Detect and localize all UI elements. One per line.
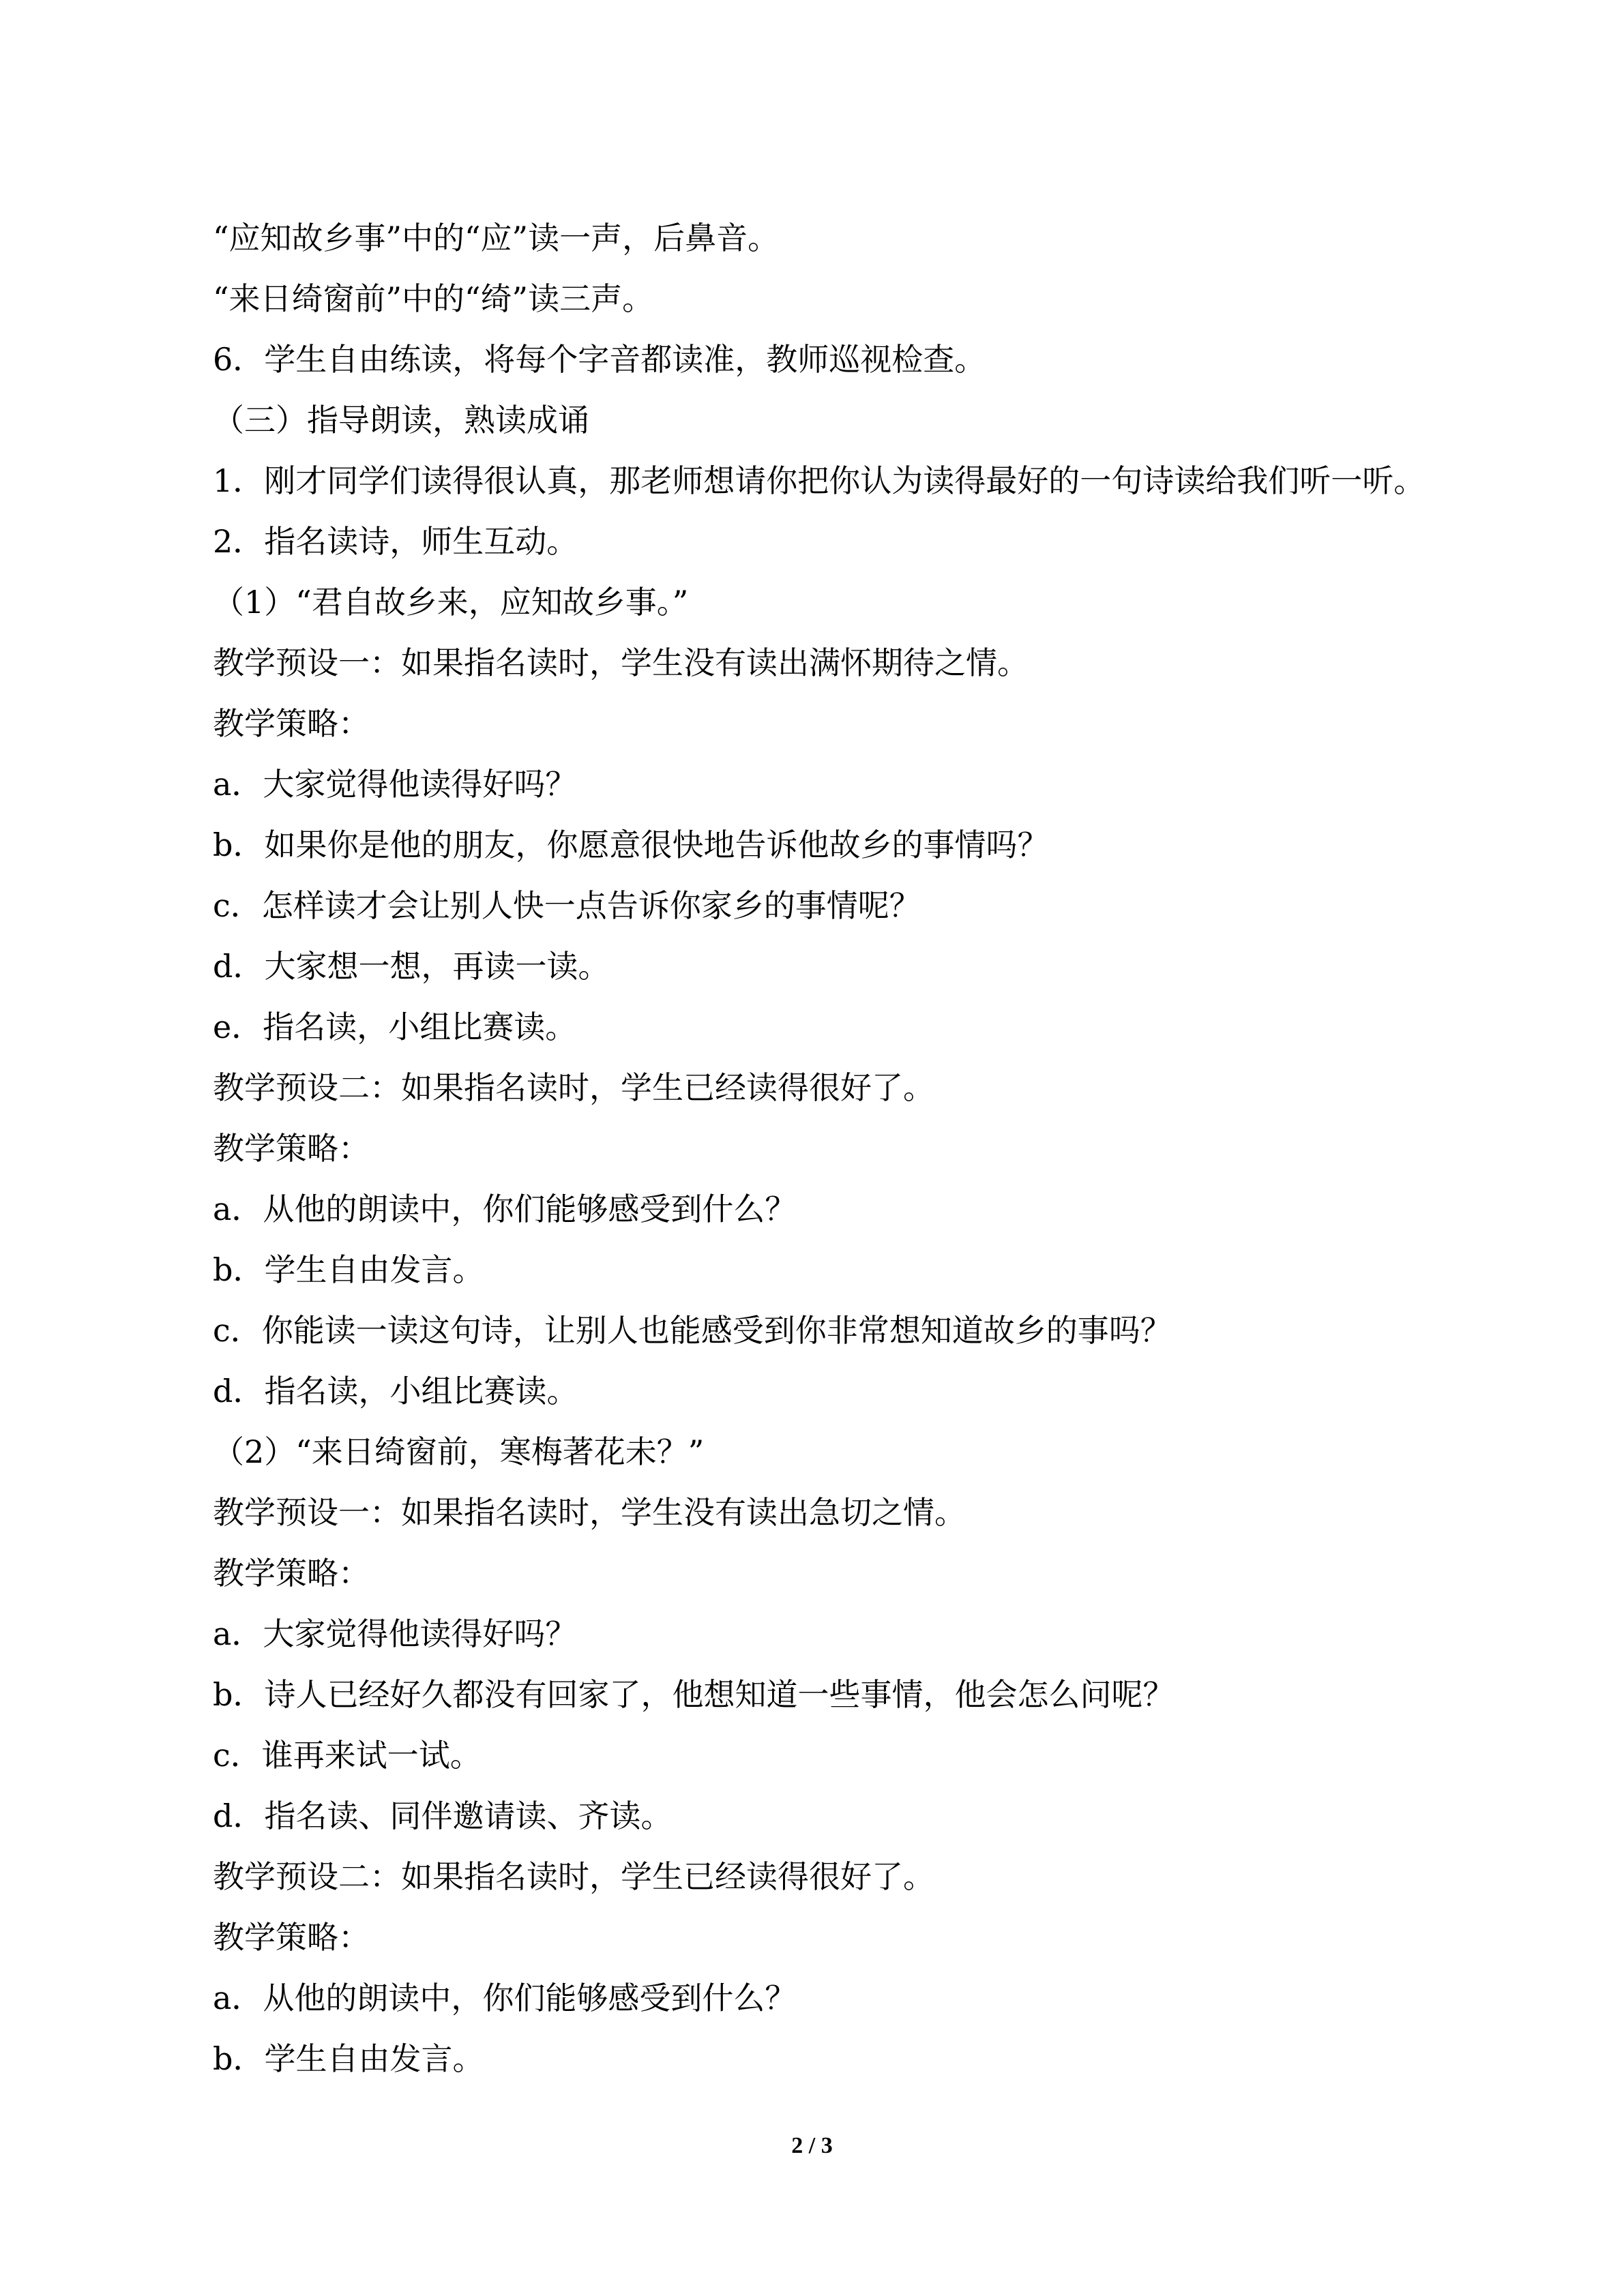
text-line: 教学预设一：如果指名读时，学生没有读出急切之情。	[213, 1494, 966, 1531]
text-line: a．大家觉得他读得好吗？	[213, 1615, 577, 1652]
text-line: a．从他的朗读中，你们能够感受到什么？	[213, 1980, 797, 2016]
text-line: d．大家想一想，再读一读。	[213, 948, 610, 985]
text-line: b．学生自由发言。	[213, 2040, 484, 2077]
poem-line-heading: （1）“君自故乡来，应知故乡事。”	[213, 584, 689, 621]
text-line: d．指名读，小组比赛读。	[213, 1373, 578, 1410]
text-line: 1．刚才同学们读得很认真，那老师想请你把你认为读得最好的一句诗读给我们听一听。	[213, 462, 1426, 499]
text-line: 教学策略：	[213, 1555, 370, 1592]
poem-line-heading: （2）“来日绮窗前，寒梅著花未？”	[213, 1433, 705, 1470]
text-line: a．大家觉得他读得好吗？	[213, 766, 577, 803]
text-line: “来日绮窗前”中的“绮”读三声。	[213, 280, 654, 317]
text-line: a．从他的朗读中，你们能够感受到什么？	[213, 1191, 797, 1227]
text-line: e．指名读，小组比赛读。	[213, 1009, 577, 1045]
text-line: “应知故乡事”中的“应”读一声，后鼻音。	[213, 220, 780, 256]
text-line: b．学生自由发言。	[213, 1251, 484, 1288]
text-line: b．诗人已经好久都没有回家了，他想知道一些事情，他会怎么问呢？	[213, 1676, 1175, 1713]
text-line: 教学策略：	[213, 705, 370, 742]
text-line: 2．指名读诗，师生互动。	[213, 523, 578, 560]
text-line: c．你能读一读这句诗，让别人也能感受到你非常想知道故乡的事吗？	[213, 1312, 1172, 1349]
section-heading: （三）指导朗读，熟读成诵	[213, 402, 589, 438]
lesson-plan-body	[213, 208, 1550, 2089]
text-line: 教学预设二：如果指名读时，学生已经读得很好了。	[213, 1069, 934, 1106]
text-line: b．如果你是他的朋友，你愿意很快地告诉他故乡的事情吗？	[213, 826, 1049, 863]
page-number: 2 / 3	[791, 2133, 833, 2158]
text-line: 教学策略：	[213, 1130, 370, 1167]
text-line: c．谁再来试一试。	[213, 1737, 482, 1774]
text-line: 教学预设一：如果指名读时，学生没有读出满怀期待之情。	[213, 644, 1029, 681]
text-line: 教学策略：	[213, 1919, 370, 1956]
text-line: 教学预设二：如果指名读时，学生已经读得很好了。	[213, 1858, 934, 1895]
text-line: c．怎样读才会让别人快一点告诉你家乡的事情呢？	[213, 887, 921, 924]
text-line: d．指名读、同伴邀请读、齐读。	[213, 1798, 673, 1834]
text-line: 6．学生自由练读，将每个字音都读准，教师巡视检查。	[213, 341, 986, 378]
